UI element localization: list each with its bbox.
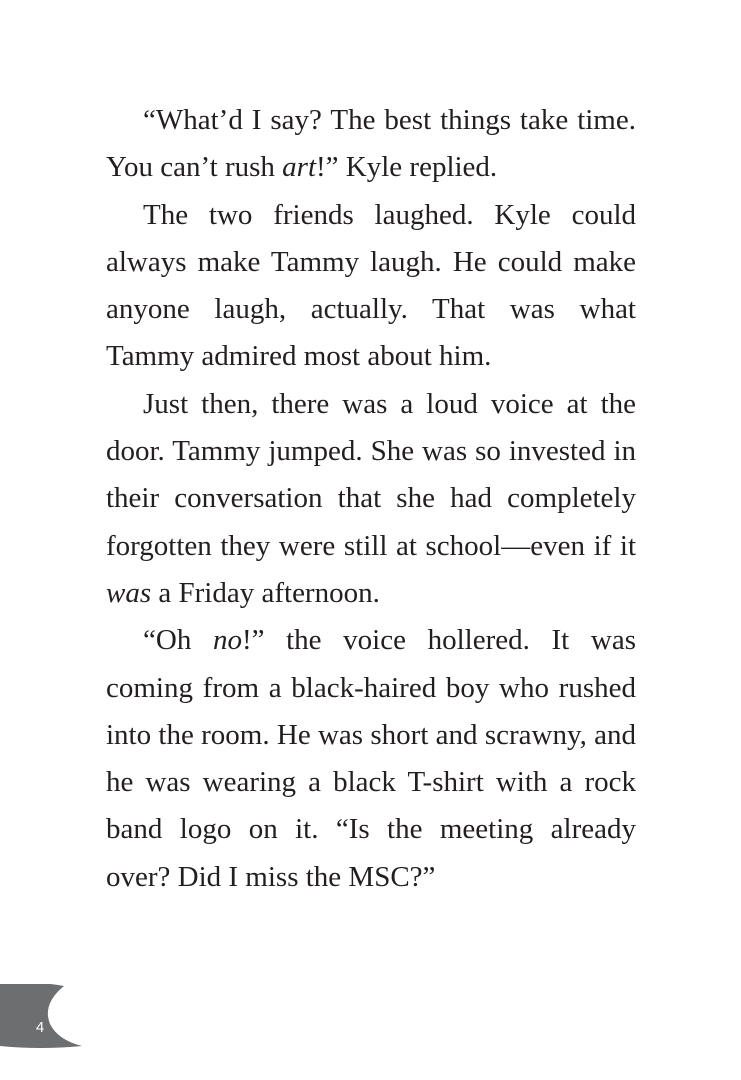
paragraph-4-italic-no: no	[212, 624, 242, 657]
page-number: 4	[35, 1019, 45, 1036]
paragraph-4-text-1: “Oh	[143, 624, 213, 657]
paragraph-1-text-1: “What’d I say? The best things take time. You can’t rush	[106, 104, 636, 184]
paragraph-3	[106, 381, 636, 617]
paragraph-4-text-2: !” the voice hollered. It was coming from a black-haired boy who rushed into the room. He was short and scrawny, and he was wearing a black T-shirt with a rock band logo on it. “Is the meeting already over? Did I miss the MSC?”	[106, 624, 636, 893]
paragraph-4	[106, 617, 636, 901]
paragraph-3-text-1: Just then, there was a loud voice at the door. Tammy jumped. She was so invested in their conversation that she had completely forgotten they were still at school—even if it	[106, 387, 636, 562]
paragraph-2-text: The two friends laughed. Kyle could always make Tammy laugh. He could make anyone laugh, actually. That was what Tammy admired most about him.	[106, 198, 636, 373]
shark-fin-icon	[0, 984, 90, 1050]
paragraph-2	[106, 192, 636, 381]
paragraph-3-text-2: a Friday afternoon.	[151, 576, 380, 609]
paragraph-1-italic-art: art	[282, 151, 317, 184]
paragraph-1-text-2: !” Kyle replied.	[316, 151, 498, 184]
paragraph-1	[106, 97, 636, 192]
paragraph-3-italic-was: was	[106, 576, 152, 609]
page-body-text	[106, 97, 636, 901]
